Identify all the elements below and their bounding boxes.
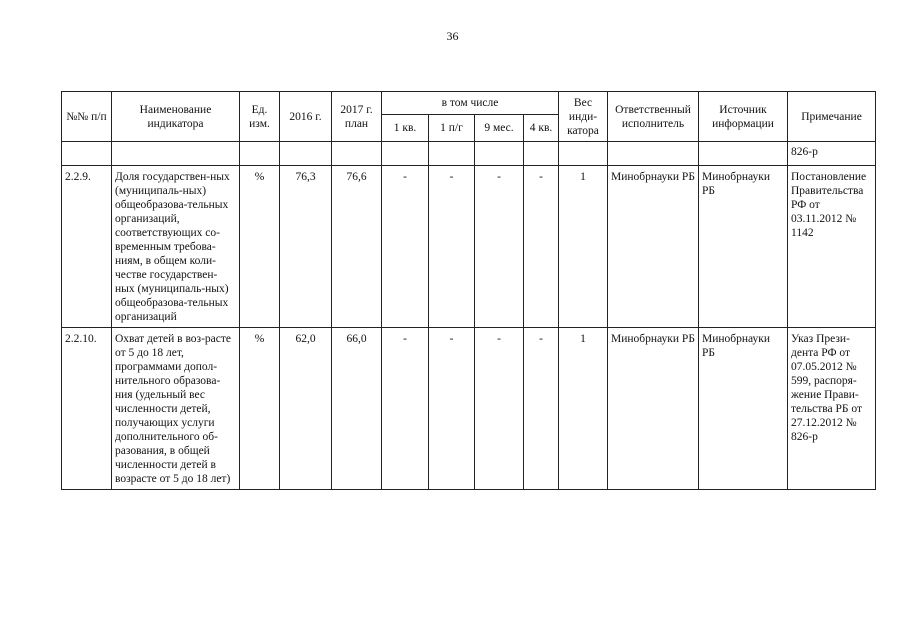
header-note: Примечание xyxy=(788,92,876,142)
cell-q4: - xyxy=(524,166,559,328)
header-responsible: Ответственный исполнитель xyxy=(608,92,699,142)
cell-q1: - xyxy=(382,166,429,328)
cell-2017 xyxy=(332,142,382,166)
cell-weight: 1 xyxy=(559,166,608,328)
header-q1: 1 кв. xyxy=(382,115,429,142)
cell-2016: 76,3 xyxy=(280,166,332,328)
cell-2016: 62,0 xyxy=(280,328,332,490)
continuation-row xyxy=(62,142,876,166)
cell-q4: - xyxy=(524,328,559,490)
cell-9-months: - xyxy=(475,166,524,328)
cell-9-months: - xyxy=(475,328,524,490)
cell-unit: % xyxy=(240,166,280,328)
cell-2016 xyxy=(280,142,332,166)
cell-name xyxy=(112,142,240,166)
cell-note: Указ Прези-дента РФ от 07.05.2012 № 599, распоря-жение Прави-тельства РБ от 27.12.2012 № 826-р xyxy=(788,328,876,490)
cell-num: 2.2.10. xyxy=(62,328,112,490)
cell-name: Охват детей в воз-расте от 5 до 18 лет, программами допол-нительного образова-ния (удельный вес численности детей, получающих услуги дополнительного об-разования, в общей численности детей в возрасте от 5 до 18 лет) xyxy=(112,328,240,490)
cell-num xyxy=(62,142,112,166)
cell-2017: 66,0 xyxy=(332,328,382,490)
header-9-months: 9 мес. xyxy=(475,115,524,142)
header-q4: 4 кв. xyxy=(524,115,559,142)
header-row-top xyxy=(62,92,876,115)
cell-weight: 1 xyxy=(559,328,608,490)
indicator-table xyxy=(61,91,876,490)
table-row xyxy=(62,328,876,490)
cell-note: 826-р xyxy=(788,142,876,166)
header-name: Наименование индикатора xyxy=(112,92,240,142)
cell-q4 xyxy=(524,142,559,166)
cell-unit xyxy=(240,142,280,166)
header-unit: Ед. изм. xyxy=(240,92,280,142)
header-2016: 2016 г. xyxy=(280,92,332,142)
cell-unit: % xyxy=(240,328,280,490)
table-row xyxy=(62,166,876,328)
cell-half-year: - xyxy=(429,328,475,490)
cell-half-year xyxy=(429,142,475,166)
page-number: 36 xyxy=(446,29,459,43)
cell-source xyxy=(699,142,788,166)
header-2017-plan: 2017 г. план xyxy=(332,92,382,142)
cell-source: Минобрнауки РБ xyxy=(699,166,788,328)
cell-q1: - xyxy=(382,328,429,490)
cell-name: Доля государствен-ных (муниципаль-ных) общеобразова-тельных организаций, соответствующих со-временным требова-ниям, в общем коли-честве государствен-ных (муниципаль-ных) общеобразова-тельных организаций xyxy=(112,166,240,328)
cell-9-months xyxy=(475,142,524,166)
header-half-year: 1 п/г xyxy=(429,115,475,142)
header-source: Источник информации xyxy=(699,92,788,142)
cell-q1 xyxy=(382,142,429,166)
cell-note: Постановление Правительства РФ от 03.11.2012 № 1142 xyxy=(788,166,876,328)
cell-half-year: - xyxy=(429,166,475,328)
cell-responsible xyxy=(608,142,699,166)
cell-responsible: Минобрнауки РБ xyxy=(608,328,699,490)
cell-weight xyxy=(559,142,608,166)
cell-2017: 76,6 xyxy=(332,166,382,328)
header-num: №№ п/п xyxy=(62,92,112,142)
cell-source: Минобрнауки РБ xyxy=(699,328,788,490)
cell-num: 2.2.9. xyxy=(62,166,112,328)
header-including: в том числе xyxy=(382,92,559,115)
cell-responsible: Минобрнауки РБ xyxy=(608,166,699,328)
header-weight: Вес инди-катора xyxy=(559,92,608,142)
